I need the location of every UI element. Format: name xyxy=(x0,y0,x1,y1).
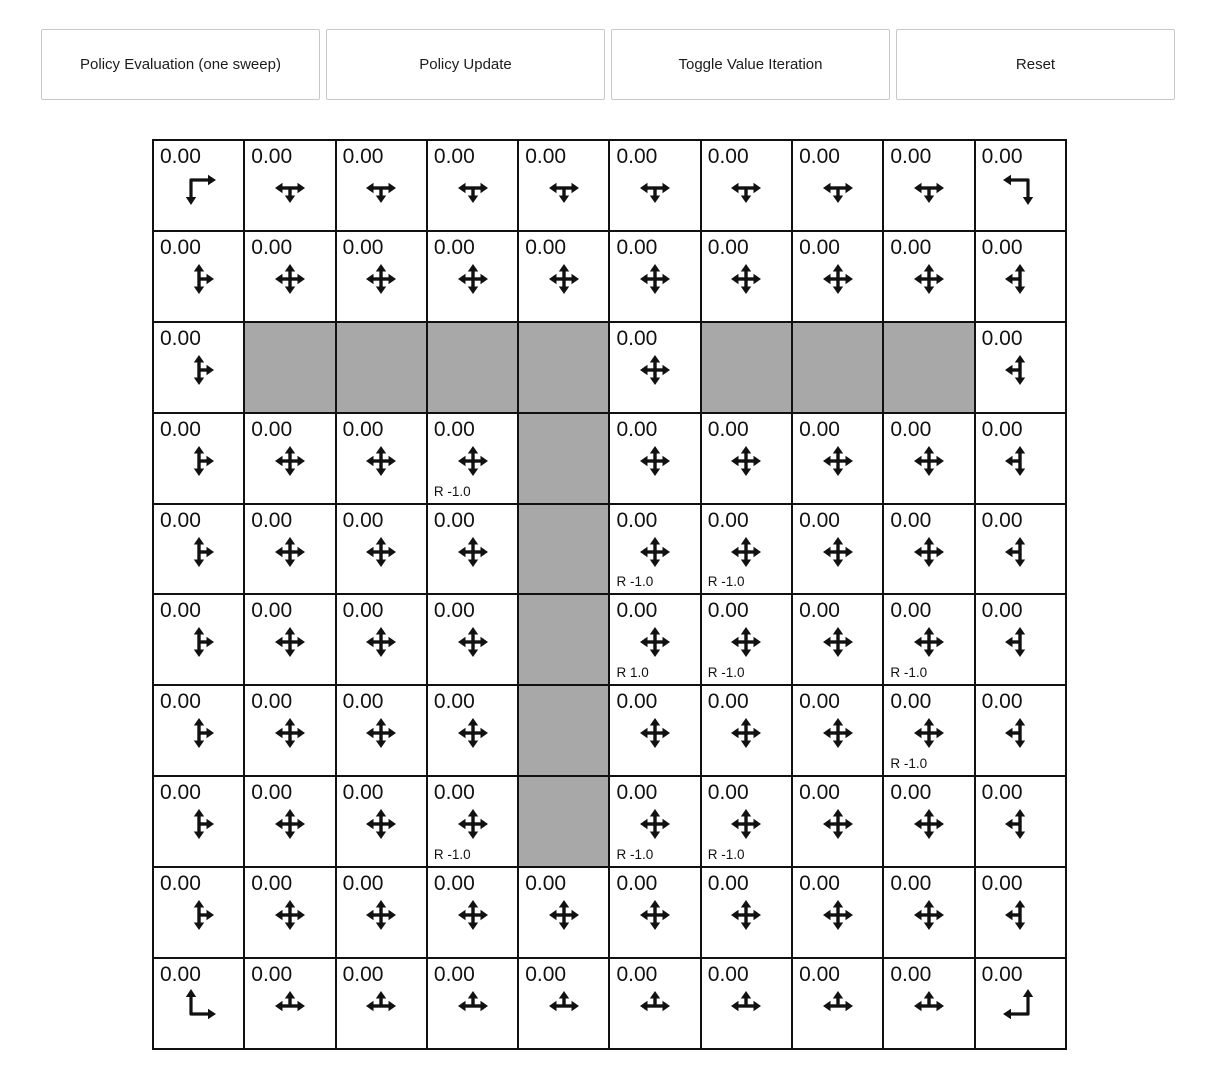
state-value: 0.00 xyxy=(981,781,1023,805)
state-value: 0.00 xyxy=(433,417,475,441)
grid-cell-r8-c8[interactable] xyxy=(883,867,974,958)
state-value: 0.00 xyxy=(251,508,293,532)
state-value: 0.00 xyxy=(160,417,201,441)
state-value: 0.00 xyxy=(799,690,840,714)
grid-cell-r0-c8[interactable] xyxy=(883,140,974,231)
grid-cell-r3-c6[interactable] xyxy=(701,413,792,504)
grid-cell-r1-c4[interactable] xyxy=(518,231,609,322)
policy-arrows-icon xyxy=(999,712,1041,754)
state-value: 0.00 xyxy=(160,690,201,714)
state-value: 0.00 xyxy=(342,963,384,987)
state-value: 0.00 xyxy=(890,508,932,532)
state-value: 0.00 xyxy=(707,963,749,987)
policy-arrows-icon xyxy=(269,803,311,845)
grid-cell-r1-c5[interactable] xyxy=(609,231,700,322)
state-value: 0.00 xyxy=(433,872,475,896)
state-value: 0.00 xyxy=(981,963,1023,987)
policy-arrows-icon xyxy=(725,440,767,482)
policy-arrows-icon xyxy=(543,258,585,300)
state-value: 0.00 xyxy=(799,417,840,441)
state-value: 0.00 xyxy=(342,508,384,532)
policy-arrows-icon xyxy=(452,258,494,300)
grid-cell-r8-c4[interactable] xyxy=(518,867,609,958)
grid-cell-r6-c7[interactable] xyxy=(792,685,883,776)
policy-arrows-icon xyxy=(817,985,859,1027)
state-value: 0.00 xyxy=(799,508,840,532)
grid-cell-r5-c9[interactable] xyxy=(975,594,1066,685)
policy-arrows-icon xyxy=(634,894,676,936)
state-value: 0.00 xyxy=(433,599,475,623)
policy-arrows-icon xyxy=(360,894,402,936)
grid-cell-r4-c3[interactable] xyxy=(427,504,518,595)
grid-cell-r2-c9[interactable] xyxy=(975,322,1066,413)
state-value: 0.00 xyxy=(616,417,658,441)
state-value: 0.00 xyxy=(525,963,567,987)
state-value: 0.00 xyxy=(707,599,749,623)
grid-wall-cell-r2-c1[interactable] xyxy=(244,322,335,413)
grid-cell-r5-c6[interactable] xyxy=(701,594,792,685)
state-value: 0.00 xyxy=(342,145,384,168)
grid-cell-r6-c0[interactable] xyxy=(153,685,244,776)
policy-arrows-icon xyxy=(817,803,859,845)
state-value: 0.00 xyxy=(160,508,201,532)
state-value: 0.00 xyxy=(616,145,658,168)
policy-arrows-icon xyxy=(817,440,859,482)
grid-cell-r8-c5[interactable] xyxy=(609,867,700,958)
state-value: 0.00 xyxy=(890,963,932,987)
grid-cell-r7-c8[interactable] xyxy=(883,776,974,867)
policy-arrows-icon xyxy=(452,167,494,209)
policy-arrows-icon xyxy=(360,440,402,482)
policy-arrows-icon xyxy=(817,258,859,300)
grid-cell-r4-c5[interactable] xyxy=(609,504,700,595)
state-value: 0.00 xyxy=(616,963,658,987)
grid-wall-cell-r4-c4[interactable] xyxy=(518,504,609,595)
policy-arrows-icon xyxy=(908,985,950,1027)
grid-cell-r4-c9[interactable] xyxy=(975,504,1066,595)
state-value: 0.00 xyxy=(251,599,293,623)
policy-arrows-icon xyxy=(269,894,311,936)
grid-cell-r8-c0[interactable] xyxy=(153,867,244,958)
state-value: 0.00 xyxy=(251,417,293,441)
state-value: 0.00 xyxy=(981,690,1023,714)
grid-cell-r7-c0[interactable] xyxy=(153,776,244,867)
policy-arrows-icon xyxy=(360,985,402,1027)
grid-cell-r0-c0[interactable] xyxy=(153,140,244,231)
state-value: 0.00 xyxy=(890,145,932,168)
policy-arrows-icon xyxy=(725,621,767,663)
grid-cell-r0-c2[interactable] xyxy=(336,140,427,231)
grid-wall-cell-r2-c4[interactable] xyxy=(518,322,609,413)
toolbar xyxy=(41,29,1175,100)
reward-label: R -1.0 xyxy=(616,574,654,590)
grid-cell-r8-c6[interactable] xyxy=(701,867,792,958)
grid-wall-cell-r7-c4[interactable] xyxy=(518,776,609,867)
policy-arrows-icon xyxy=(725,803,767,845)
policy-arrows-icon xyxy=(269,531,311,573)
policy-arrows-icon xyxy=(725,531,767,573)
grid-cell-r9-c7[interactable] xyxy=(792,958,883,1049)
policy-arrows-icon xyxy=(452,985,494,1027)
grid-cell-r1-c7[interactable] xyxy=(792,231,883,322)
grid-wall-cell-r2-c2[interactable] xyxy=(336,322,427,413)
state-value: 0.00 xyxy=(981,235,1023,259)
state-value: 0.00 xyxy=(433,508,475,532)
state-value: 0.00 xyxy=(251,690,293,714)
state-value: 0.00 xyxy=(433,963,475,987)
policy-arrows-icon xyxy=(543,167,585,209)
policy-arrows-icon xyxy=(817,712,859,754)
grid-cell-r2-c5[interactable] xyxy=(609,322,700,413)
policy-arrows-icon xyxy=(999,349,1041,391)
grid-wall-cell-r2-c8[interactable] xyxy=(883,322,974,413)
policy-arrows-icon xyxy=(908,894,950,936)
state-value: 0.00 xyxy=(799,235,840,259)
state-value: 0.00 xyxy=(707,235,749,259)
state-value: 0.00 xyxy=(890,417,932,441)
grid-cell-r3-c0[interactable] xyxy=(153,413,244,504)
grid-cell-r8-c9[interactable] xyxy=(975,867,1066,958)
state-value: 0.00 xyxy=(525,235,567,259)
grid-cell-r7-c3[interactable] xyxy=(427,776,518,867)
grid-cell-r3-c2[interactable] xyxy=(336,413,427,504)
grid-cell-r2-c0[interactable] xyxy=(153,322,244,413)
grid-cell-r5-c7[interactable] xyxy=(792,594,883,685)
grid-cell-r3-c9[interactable] xyxy=(975,413,1066,504)
grid-cell-r5-c5[interactable] xyxy=(609,594,700,685)
policy-arrows-icon xyxy=(543,985,585,1027)
reward-label: R -1.0 xyxy=(433,847,471,863)
grid-cell-r6-c5[interactable] xyxy=(609,685,700,776)
state-value: 0.00 xyxy=(342,599,384,623)
grid-cell-r7-c5[interactable] xyxy=(609,776,700,867)
grid-cell-r4-c0[interactable] xyxy=(153,504,244,595)
grid-cell-r0-c9[interactable] xyxy=(975,140,1066,231)
policy-arrows-icon xyxy=(360,167,402,209)
state-value: 0.00 xyxy=(525,145,567,168)
grid-wall-cell-r6-c4[interactable] xyxy=(518,685,609,776)
reward-label: R -1.0 xyxy=(707,847,745,863)
grid-wall-cell-r5-c4[interactable] xyxy=(518,594,609,685)
state-value: 0.00 xyxy=(616,781,658,805)
grid-cell-r9-c3[interactable] xyxy=(427,958,518,1049)
policy-arrows-icon xyxy=(725,712,767,754)
policy-evaluation-one-sweep-button[interactable]: Policy Evaluation (one sweep) xyxy=(41,29,320,100)
state-value: 0.00 xyxy=(251,781,293,805)
grid-cell-r7-c7[interactable] xyxy=(792,776,883,867)
policy-arrows-icon xyxy=(452,621,494,663)
reward-label: R -1.0 xyxy=(890,756,928,772)
grid-cell-r5-c2[interactable] xyxy=(336,594,427,685)
policy-arrows-icon xyxy=(999,621,1041,663)
policy-arrows-icon xyxy=(908,258,950,300)
state-value: 0.00 xyxy=(160,326,201,350)
grid-cell-r6-c6[interactable] xyxy=(701,685,792,776)
state-value: 0.00 xyxy=(890,599,932,623)
state-value: 0.00 xyxy=(981,599,1023,623)
policy-arrows-icon xyxy=(178,531,220,573)
state-value: 0.00 xyxy=(707,417,749,441)
state-value: 0.00 xyxy=(251,145,293,168)
grid-cell-r8-c1[interactable] xyxy=(244,867,335,958)
grid-cell-r4-c6[interactable] xyxy=(701,504,792,595)
state-value: 0.00 xyxy=(981,417,1023,441)
grid-cell-r3-c8[interactable] xyxy=(883,413,974,504)
state-value: 0.00 xyxy=(433,235,475,259)
grid-cell-r1-c0[interactable] xyxy=(153,231,244,322)
state-value: 0.00 xyxy=(160,872,201,896)
state-value: 0.00 xyxy=(981,145,1023,168)
policy-arrows-icon xyxy=(908,531,950,573)
policy-arrows-icon xyxy=(908,440,950,482)
grid-cell-r9-c0[interactable] xyxy=(153,958,244,1049)
policy-arrows-icon xyxy=(817,167,859,209)
grid-cell-r6-c1[interactable] xyxy=(244,685,335,776)
reward-label: R -1.0 xyxy=(890,665,928,681)
policy-arrows-icon xyxy=(725,167,767,209)
policy-arrows-icon xyxy=(999,258,1041,300)
policy-arrows-icon xyxy=(178,894,220,936)
policy-arrows-icon xyxy=(725,985,767,1027)
grid-cell-r1-c9[interactable] xyxy=(975,231,1066,322)
grid-cell-r6-c3[interactable] xyxy=(427,685,518,776)
state-value: 0.00 xyxy=(799,872,840,896)
policy-arrows-icon xyxy=(999,894,1041,936)
state-value: 0.00 xyxy=(342,235,384,259)
grid-cell-r7-c6[interactable] xyxy=(701,776,792,867)
policy-arrows-icon xyxy=(908,167,950,209)
policy-arrows-icon xyxy=(452,894,494,936)
state-value: 0.00 xyxy=(160,235,201,259)
state-value: 0.00 xyxy=(160,145,201,168)
state-value: 0.00 xyxy=(981,508,1023,532)
grid-cell-r0-c1[interactable] xyxy=(244,140,335,231)
grid-cell-r9-c4[interactable] xyxy=(518,958,609,1049)
state-value: 0.00 xyxy=(890,781,932,805)
state-value: 0.00 xyxy=(251,872,293,896)
grid-cell-r4-c2[interactable] xyxy=(336,504,427,595)
policy-arrows-icon xyxy=(634,985,676,1027)
grid-cell-r5-c0[interactable] xyxy=(153,594,244,685)
state-value: 0.00 xyxy=(525,872,567,896)
policy-arrows-icon xyxy=(817,531,859,573)
state-value: 0.00 xyxy=(799,963,840,987)
state-value: 0.00 xyxy=(981,326,1023,350)
state-value: 0.00 xyxy=(342,781,384,805)
state-value: 0.00 xyxy=(616,508,658,532)
policy-arrows-icon xyxy=(908,803,950,845)
grid-cell-r1-c6[interactable] xyxy=(701,231,792,322)
grid-cell-r1-c8[interactable] xyxy=(883,231,974,322)
grid-cell-r9-c1[interactable] xyxy=(244,958,335,1049)
policy-arrows-icon xyxy=(178,803,220,845)
grid-cell-r1-c3[interactable] xyxy=(427,231,518,322)
grid-cell-r3-c7[interactable] xyxy=(792,413,883,504)
policy-arrows-icon xyxy=(452,712,494,754)
policy-arrows-icon xyxy=(360,803,402,845)
state-value: 0.00 xyxy=(616,235,658,259)
grid-cell-r6-c8[interactable] xyxy=(883,685,974,776)
policy-arrows-icon xyxy=(360,531,402,573)
state-value: 0.00 xyxy=(433,690,475,714)
state-value: 0.00 xyxy=(616,599,658,623)
policy-arrows-icon xyxy=(725,258,767,300)
grid-cell-r0-c5[interactable] xyxy=(609,140,700,231)
policy-arrows-icon xyxy=(634,803,676,845)
grid-cell-r7-c2[interactable] xyxy=(336,776,427,867)
grid-cell-r9-c2[interactable] xyxy=(336,958,427,1049)
grid-cell-r0-c4[interactable] xyxy=(518,140,609,231)
policy-arrows-icon xyxy=(634,531,676,573)
state-value: 0.00 xyxy=(160,781,201,805)
policy-arrows-icon xyxy=(452,440,494,482)
policy-arrows-icon xyxy=(452,803,494,845)
reward-label: R -1.0 xyxy=(707,574,745,590)
grid-cell-r3-c1[interactable] xyxy=(244,413,335,504)
reward-label: R -1.0 xyxy=(616,847,654,863)
grid-wall-cell-r3-c4[interactable] xyxy=(518,413,609,504)
grid-cell-r6-c9[interactable] xyxy=(975,685,1066,776)
state-value: 0.00 xyxy=(433,145,475,168)
state-value: 0.00 xyxy=(616,690,658,714)
state-value: 0.00 xyxy=(251,235,293,259)
state-value: 0.00 xyxy=(981,872,1023,896)
policy-arrows-icon xyxy=(999,985,1041,1027)
state-value: 0.00 xyxy=(707,781,749,805)
state-value: 0.00 xyxy=(160,963,201,987)
policy-arrows-icon xyxy=(178,621,220,663)
state-value: 0.00 xyxy=(616,326,658,350)
policy-arrows-icon xyxy=(634,167,676,209)
state-value: 0.00 xyxy=(616,872,658,896)
grid-wall-cell-r2-c3[interactable] xyxy=(427,322,518,413)
grid-cell-r8-c2[interactable] xyxy=(336,867,427,958)
policy-arrows-icon xyxy=(360,621,402,663)
policy-arrows-icon xyxy=(908,621,950,663)
grid-cell-r8-c7[interactable] xyxy=(792,867,883,958)
policy-arrows-icon xyxy=(269,712,311,754)
policy-arrows-icon xyxy=(269,440,311,482)
policy-arrows-icon xyxy=(725,894,767,936)
policy-arrows-icon xyxy=(634,712,676,754)
policy-arrows-icon xyxy=(360,712,402,754)
grid-cell-r6-c2[interactable] xyxy=(336,685,427,776)
state-value: 0.00 xyxy=(433,781,475,805)
policy-arrows-icon xyxy=(269,621,311,663)
grid-cell-r7-c9[interactable] xyxy=(975,776,1066,867)
policy-arrows-icon xyxy=(178,440,220,482)
state-value: 0.00 xyxy=(799,781,840,805)
state-value: 0.00 xyxy=(342,417,384,441)
grid-cell-r1-c1[interactable] xyxy=(244,231,335,322)
reward-label: R 1.0 xyxy=(616,665,649,681)
policy-arrows-icon xyxy=(178,167,220,209)
policy-arrows-icon xyxy=(999,531,1041,573)
state-value: 0.00 xyxy=(251,963,293,987)
policy-arrows-icon xyxy=(999,803,1041,845)
policy-arrows-icon xyxy=(817,894,859,936)
policy-arrows-icon xyxy=(634,258,676,300)
grid-cell-r0-c7[interactable] xyxy=(792,140,883,231)
state-value: 0.00 xyxy=(160,599,201,623)
state-value: 0.00 xyxy=(707,508,749,532)
state-value: 0.00 xyxy=(890,690,932,714)
policy-arrows-icon xyxy=(269,258,311,300)
grid-cell-r3-c5[interactable] xyxy=(609,413,700,504)
grid-cell-r9-c9[interactable] xyxy=(975,958,1066,1049)
policy-arrows-icon xyxy=(452,531,494,573)
state-value: 0.00 xyxy=(707,872,749,896)
grid-cell-r4-c7[interactable] xyxy=(792,504,883,595)
policy-arrows-icon xyxy=(178,712,220,754)
state-value: 0.00 xyxy=(342,690,384,714)
grid-cell-r1-c2[interactable] xyxy=(336,231,427,322)
policy-arrows-icon xyxy=(817,621,859,663)
policy-arrows-icon xyxy=(634,349,676,391)
grid-cell-r3-c3[interactable] xyxy=(427,413,518,504)
reward-label: R -1.0 xyxy=(707,665,745,681)
grid-cell-r7-c1[interactable] xyxy=(244,776,335,867)
policy-arrows-icon xyxy=(178,349,220,391)
state-value: 0.00 xyxy=(342,872,384,896)
policy-arrows-icon xyxy=(178,985,220,1027)
policy-arrows-icon xyxy=(999,167,1041,209)
grid-cell-r5-c1[interactable] xyxy=(244,594,335,685)
toggle-value-iteration-button[interactable]: Toggle Value Iteration xyxy=(611,29,890,100)
state-value: 0.00 xyxy=(707,690,749,714)
policy-arrows-icon xyxy=(360,258,402,300)
grid-cell-r5-c3[interactable] xyxy=(427,594,518,685)
policy-arrows-icon xyxy=(999,440,1041,482)
grid-cell-r9-c5[interactable] xyxy=(609,958,700,1049)
policy-arrows-icon xyxy=(178,258,220,300)
grid-cell-r0-c3[interactable] xyxy=(427,140,518,231)
grid-cell-r4-c1[interactable] xyxy=(244,504,335,595)
reward-label: R -1.0 xyxy=(433,483,471,499)
grid-cell-r5-c8[interactable] xyxy=(883,594,974,685)
reset-button[interactable]: Reset xyxy=(896,29,1175,100)
policy-arrows-icon xyxy=(908,712,950,754)
grid-cell-r9-c6[interactable] xyxy=(701,958,792,1049)
grid-cell-r8-c3[interactable] xyxy=(427,867,518,958)
grid-cell-r0-c6[interactable] xyxy=(701,140,792,231)
state-value: 0.00 xyxy=(707,145,749,168)
grid-cell-r9-c8[interactable] xyxy=(883,958,974,1049)
grid-wall-cell-r2-c6[interactable] xyxy=(701,322,792,413)
state-value: 0.00 xyxy=(890,235,932,259)
policy-arrows-icon xyxy=(634,440,676,482)
policy-arrows-icon xyxy=(543,894,585,936)
policy-arrows-icon xyxy=(269,985,311,1027)
policy-arrows-icon xyxy=(269,167,311,209)
state-value: 0.00 xyxy=(799,599,840,623)
gridworld xyxy=(152,139,1067,1050)
grid-cell-r4-c8[interactable] xyxy=(883,504,974,595)
policy-update-button[interactable]: Policy Update xyxy=(326,29,605,100)
grid-wall-cell-r2-c7[interactable] xyxy=(792,322,883,413)
policy-arrows-icon xyxy=(634,621,676,663)
state-value: 0.00 xyxy=(799,145,840,168)
state-value: 0.00 xyxy=(890,872,932,896)
